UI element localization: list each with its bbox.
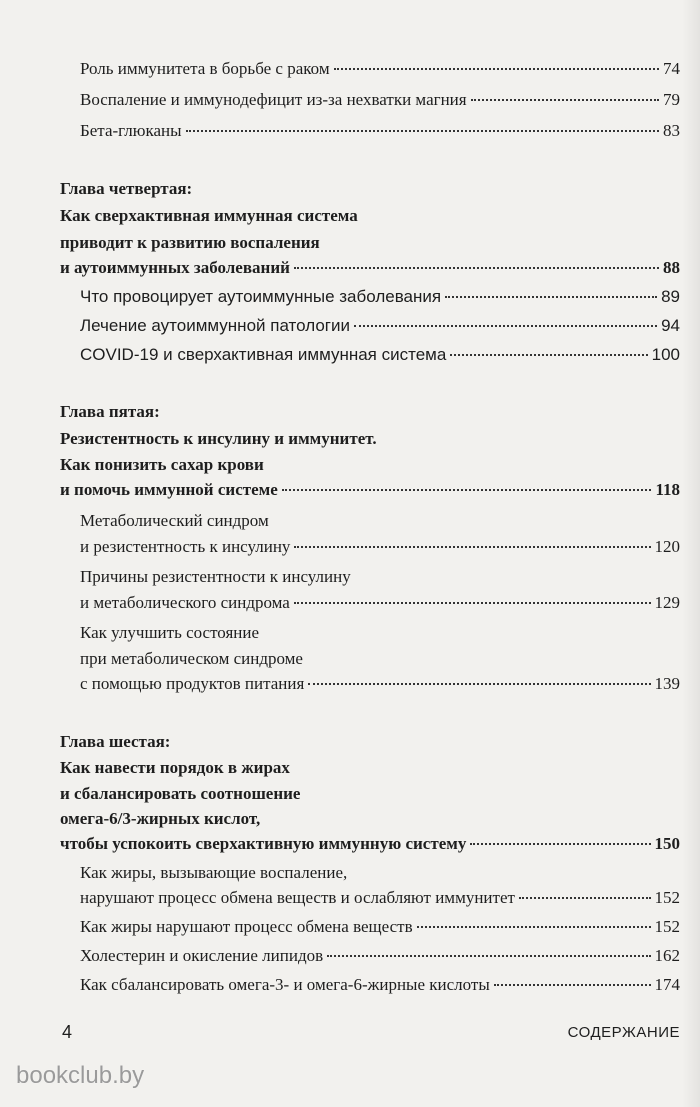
toc-entry: и метаболического синдрома 129 (80, 593, 680, 612)
dot-leader (294, 267, 659, 269)
chapter-title-line: омега-6/3-жирных кислот, (60, 809, 261, 828)
chapter-title-line: Как навести порядок в жирах (60, 758, 290, 777)
chapter-title-line: приводит к развитию воспаления (60, 233, 320, 252)
chapter-title-entry: чтобы успокоить сверхактивную иммунную систему 150 (60, 834, 680, 853)
toc-page-number: 74 (663, 59, 680, 78)
toc-page-number: 94 (661, 316, 680, 335)
dot-leader (494, 984, 651, 986)
toc-entry-line: Метаболический синдром (80, 511, 269, 530)
dot-leader (519, 897, 651, 899)
chapter-title-entry: и аутоиммунных заболеваний 88 (60, 258, 680, 277)
chapter-label: Глава шестая: (60, 732, 171, 751)
dot-leader (282, 489, 652, 491)
toc-entry: нарушают процесс обмена веществ и ослабляют иммунитет 152 (80, 888, 680, 907)
dot-leader (417, 926, 651, 928)
toc-page-number: 162 (654, 946, 680, 965)
chapter-page-number: 150 (654, 834, 680, 853)
toc-entry: Что провоцирует аутоиммунные заболевания 89 (80, 287, 680, 306)
toc-page-number: 83 (663, 121, 680, 140)
toc-entry: Лечение аутоиммунной патологии 94 (80, 316, 680, 335)
toc-entry-line: Как улучшить состояние (80, 623, 260, 642)
toc-entry: и резистентность к инсулину 120 (80, 537, 680, 556)
dot-leader (354, 325, 657, 327)
dot-leader (308, 683, 650, 685)
toc-entry: COVID-19 и сверхактивная иммунная система 100 (80, 345, 680, 364)
toc-page-number: 152 (654, 888, 680, 907)
toc-page-number: 120 (654, 537, 680, 556)
toc-entry: Как сбалансировать омега-3- и омега-6-жирные кислоты 174 (80, 975, 680, 994)
chapter-page-number: 118 (655, 480, 680, 499)
toc-page-number: 174 (654, 975, 680, 994)
page-edge-shadow (682, 0, 700, 1107)
dot-leader (186, 130, 659, 132)
chapter-title-line: Резистентность к инсулину и иммунитет. (60, 429, 377, 448)
toc-page-number: 100 (651, 345, 680, 364)
toc-entry: Холестерин и окисление липидов 162 (80, 946, 680, 965)
chapter-title-entry: и помочь иммунной системе 118 (60, 480, 680, 499)
toc-entry: Бета-глюканы 83 (80, 121, 680, 140)
dot-leader (327, 955, 650, 957)
toc-page-number: 139 (654, 674, 680, 693)
chapter-page-number: 88 (663, 258, 680, 277)
toc-page-number: 89 (661, 287, 680, 306)
toc-page-number: 152 (654, 917, 680, 936)
dot-leader (294, 546, 650, 548)
toc-page-number: 79 (663, 90, 680, 109)
page-number: 4 (62, 1022, 73, 1042)
dot-leader (334, 68, 659, 70)
dot-leader (445, 296, 657, 298)
toc-entry-line: при метаболическом синдроме (80, 649, 303, 668)
dot-leader (450, 354, 647, 356)
toc-entry: Как жиры нарушают процесс обмена веществ 152 (80, 917, 680, 936)
watermark: bookclub.by (16, 1062, 145, 1089)
chapter-label: Глава четвертая: (60, 179, 193, 198)
toc-entry-line: Причины резистентности к инсулину (80, 567, 351, 586)
toc-entry: Роль иммунитета в борьбе с раком 74 (80, 59, 680, 78)
chapter-title-line: Как понизить сахар крови (60, 455, 264, 474)
running-title: СОДЕРЖАНИЕ (567, 1024, 680, 1041)
toc-page-number: 129 (654, 593, 680, 612)
dot-leader (470, 843, 650, 845)
toc-entry: Воспаление и иммунодефицит из-за нехватки магния 79 (80, 90, 680, 109)
chapter-label: Глава пятая: (60, 402, 160, 421)
chapter-title-line: Как сверхактивная иммунная система (60, 206, 358, 225)
dot-leader (471, 99, 659, 101)
toc-entry-line: Как жиры, вызывающие воспаление, (80, 863, 348, 882)
dot-leader (294, 602, 651, 604)
chapter-title-line: и сбалансировать соотношение (60, 784, 301, 803)
toc-entry: с помощью продуктов питания 139 (80, 674, 680, 693)
